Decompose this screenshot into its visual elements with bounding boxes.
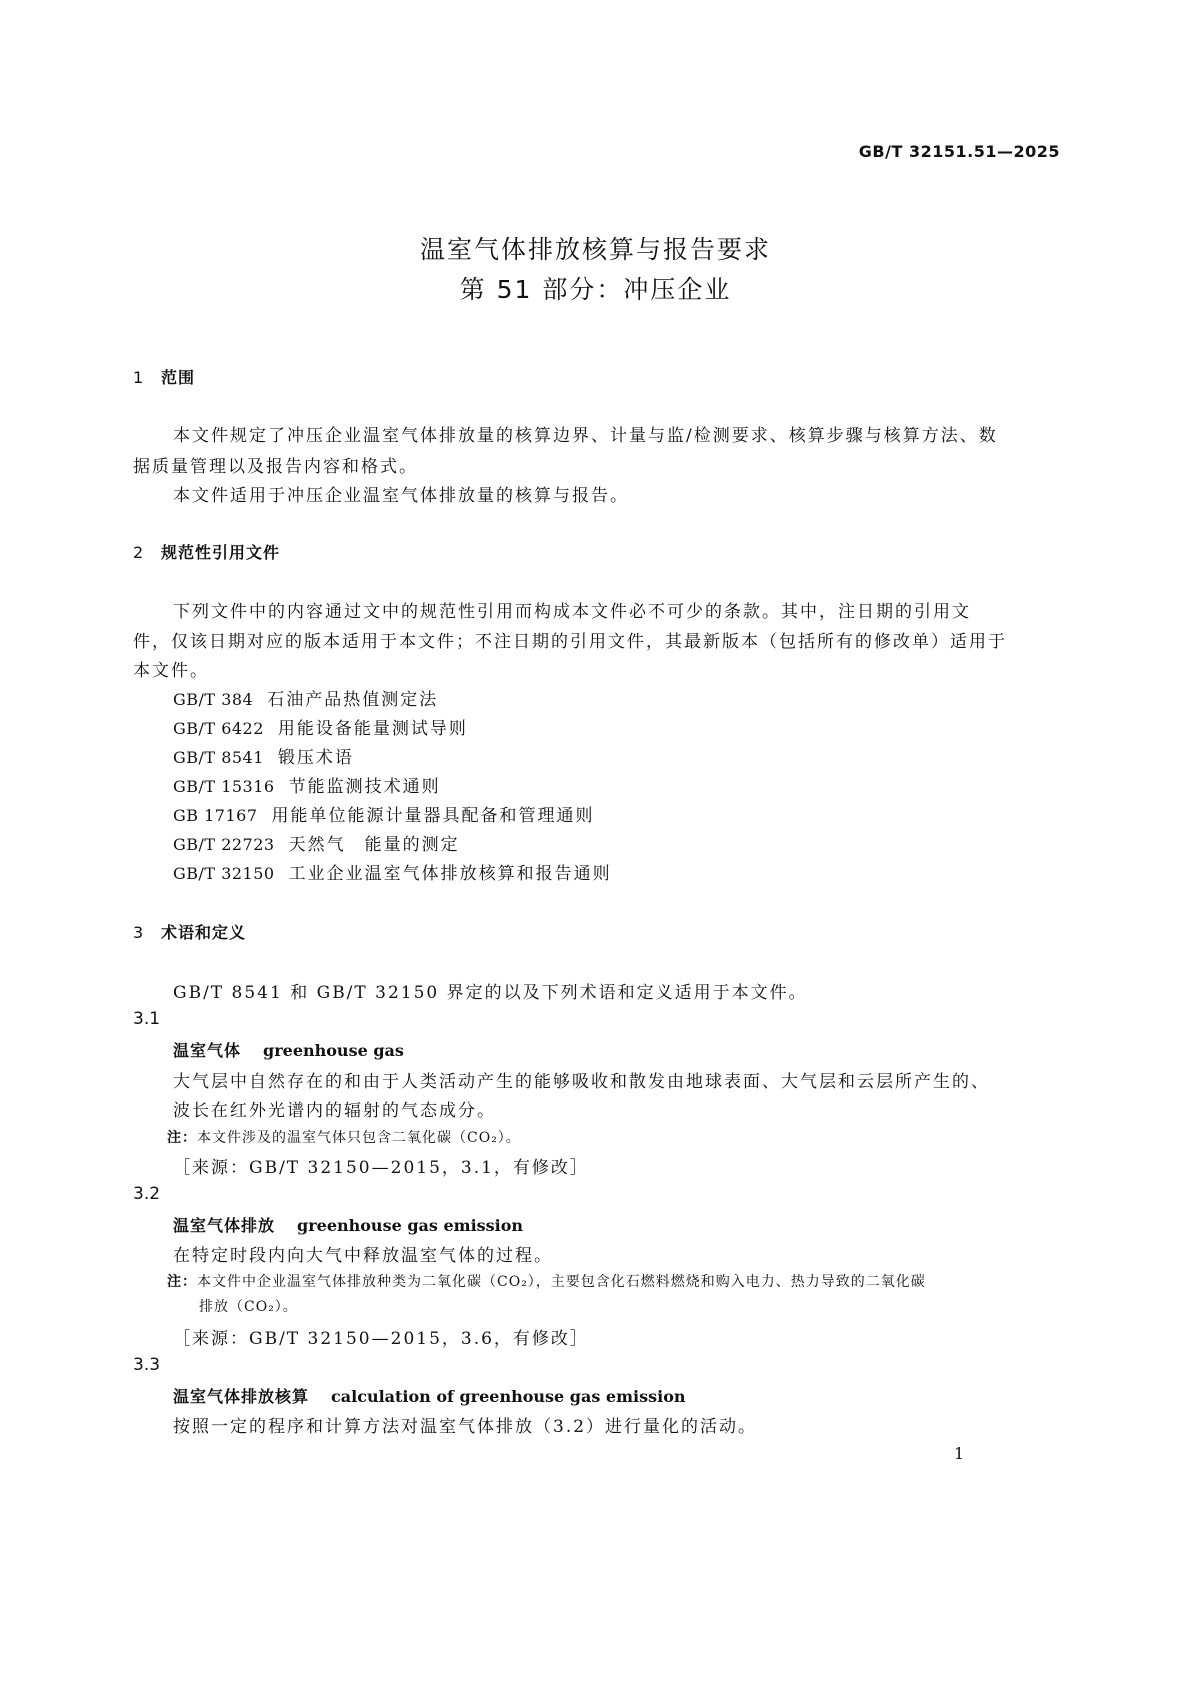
term-entry <box>173 1038 404 1061</box>
paragraph-line: 本文件适用于冲压企业温室气体排放量的核算与报告。 <box>173 486 629 506</box>
page-number: 1 <box>954 1444 965 1463</box>
reference-title: 工业企业温室气体排放核算和报告通则 <box>288 864 612 884</box>
term-english: greenhouse gas emission <box>297 1216 524 1235</box>
section-heading-normative-references <box>133 540 280 563</box>
document-code: GB/T 32151.51—2025 <box>858 142 1060 161</box>
section-title: 规范性引用文件 <box>161 543 281 562</box>
reference-title: 用能单位能源计量器具配备和管理通则 <box>271 806 595 826</box>
term-source: ［来源：GB/T 32150—2015，3.1，有修改］ <box>173 1158 589 1178</box>
paragraph-line: 本文件。 <box>133 661 209 681</box>
paragraph-line: 本文件规定了冲压企业温室气体排放量的核算边界、计量与监/检测要求、核算步骤与核算方法、数 <box>173 426 998 446</box>
section-number: 2 <box>133 543 145 562</box>
term-entry <box>173 1384 686 1407</box>
reference-code: GB/T 32150 <box>173 864 275 883</box>
section-title: 术语和定义 <box>161 923 247 942</box>
reference-title: 天然气 能量的测定 <box>288 835 460 855</box>
paragraph-line: 下列文件中的内容通过文中的规范性引用而构成本文件必不可少的条款。其中，注日期的引用文 <box>173 602 971 622</box>
reference-item <box>173 714 468 739</box>
note-label: 注： <box>167 1274 197 1290</box>
definition-line: 大气层中自然存在的和由于人类活动产生的能够吸收和散发由地球表面、大气层和云层所产生的、 <box>173 1072 990 1092</box>
term-note <box>167 1271 926 1291</box>
document-subtitle: 第 51 部分：冲压企业 <box>459 275 732 304</box>
reference-title: 用能设备能量测试导则 <box>277 719 468 739</box>
reference-title: 节能监测技术通则 <box>288 777 441 797</box>
definition-line: 按照一定的程序和计算方法对温室气体排放（3.2）进行量化的活动。 <box>173 1417 758 1437</box>
definition-line: 在特定时段内向大气中释放温室气体的过程。 <box>173 1246 553 1266</box>
reference-title: 锻压术语 <box>277 748 354 768</box>
reference-code: GB/T 384 <box>173 690 254 709</box>
reference-item <box>173 801 595 826</box>
section-heading-terms-and-definitions <box>133 920 246 943</box>
term-entry <box>173 1213 523 1236</box>
paragraph-line: 件，仅该日期对应的版本适用于本文件；不注日期的引用文件，其最新版本（包括所有的修改单）适用于 <box>133 632 1007 652</box>
section-title: 范围 <box>161 368 196 387</box>
reference-code: GB/T 6422 <box>173 719 264 738</box>
term-source: ［来源：GB/T 32150—2015，3.6，有修改］ <box>173 1329 589 1349</box>
clause-number: 3.1 <box>133 1009 161 1029</box>
term-english: greenhouse gas <box>263 1041 404 1060</box>
clause-number: 3.3 <box>133 1355 161 1375</box>
section-number: 1 <box>133 368 145 387</box>
section-heading-scope <box>133 365 195 388</box>
clause-number: 3.2 <box>133 1184 161 1204</box>
note-text: 本文件涉及的温室气体只包含二氧化碳（CO₂）。 <box>197 1130 521 1146</box>
term-chinese: 温室气体排放核算 <box>173 1387 310 1406</box>
note-text: 本文件中企业温室气体排放种类为二氧化碳（CO₂），主要包含化石燃料燃烧和购入电力、热力导致的二氧化碳 <box>197 1274 926 1290</box>
reference-code: GB/T 15316 <box>173 777 275 796</box>
note-text-continuation: 排放（CO₂）。 <box>199 1299 298 1315</box>
definition-line: 波长在红外光谱内的辐射的气态成分。 <box>173 1101 496 1121</box>
reference-code: GB 17167 <box>173 806 258 825</box>
term-chinese: 温室气体排放 <box>173 1216 276 1235</box>
reference-item <box>173 830 460 855</box>
paragraph-line: 据质量管理以及报告内容和格式。 <box>133 457 418 477</box>
term-note <box>167 1127 521 1147</box>
reference-item <box>173 859 612 884</box>
reference-item <box>173 685 438 710</box>
reference-item <box>173 743 354 768</box>
reference-code: GB/T 22723 <box>173 835 275 854</box>
reference-code: GB/T 8541 <box>173 748 264 767</box>
document-title: 温室气体排放核算与报告要求 <box>419 235 771 264</box>
term-english: calculation of greenhouse gas emission <box>331 1387 686 1406</box>
note-label: 注： <box>167 1130 197 1146</box>
reference-item <box>173 772 441 797</box>
reference-title: 石油产品热值测定法 <box>267 690 439 710</box>
term-chinese: 温室气体 <box>173 1041 242 1060</box>
section-number: 3 <box>133 923 145 942</box>
paragraph-line: GB/T 8541 和 GB/T 32150 界定的以及下列术语和定义适用于本文件。 <box>173 983 808 1003</box>
